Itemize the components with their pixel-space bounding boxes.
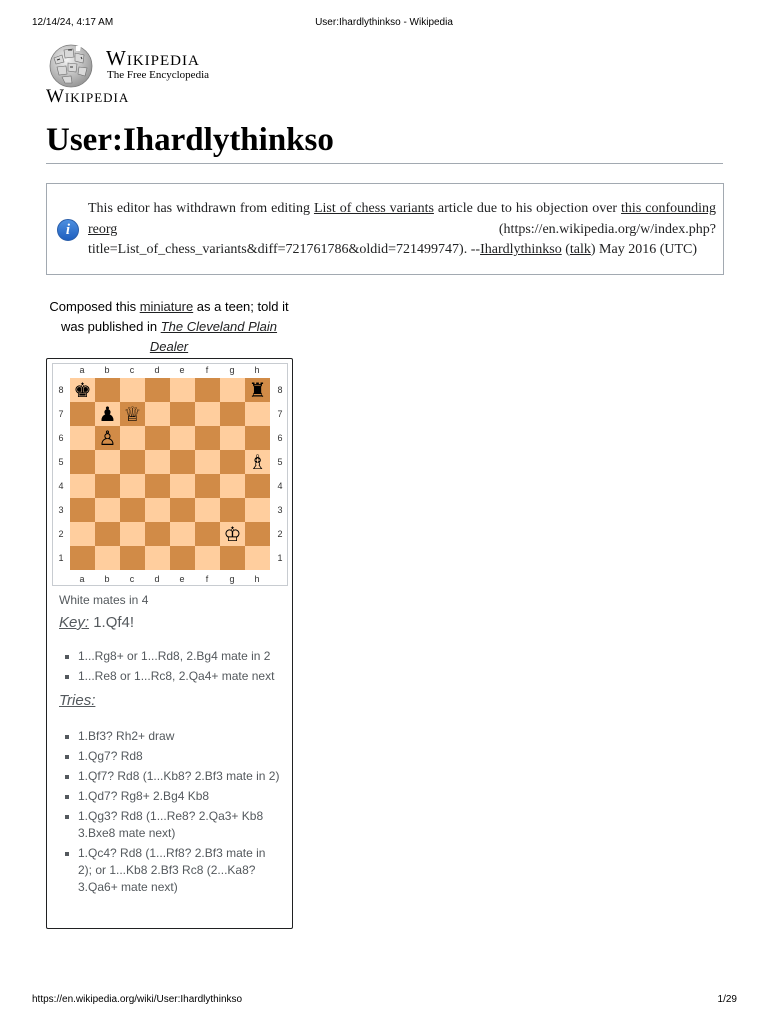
square-a2 [70, 522, 95, 546]
square-f3 [195, 498, 220, 522]
board-grid [70, 378, 270, 570]
notice-text-part: (https://en.wikipedia.org/w/index.php?title=List_of_chess_variants&diff=721761786&oldid=721499747). -- [88, 221, 716, 257]
chess-diagram-caption [46, 297, 292, 357]
square-g8 [220, 378, 245, 402]
square-e3 [170, 498, 195, 522]
wikipedia-wordmark[interactable]: Wikipedia [106, 46, 200, 70]
square-d1 [145, 546, 170, 570]
file-label: b [104, 574, 110, 584]
link-cleveland-plain-dealer[interactable] [150, 319, 277, 354]
problem-stipulation: White mates in 4 [59, 593, 149, 607]
rank-label: 3 [277, 505, 283, 515]
square-g5 [220, 450, 245, 474]
square-c1 [120, 546, 145, 570]
notice-text-part: ) May 2016 (UTC) [590, 242, 698, 257]
link-talk[interactable]: talk [569, 242, 591, 257]
list-item: 1.Bf3? Rh2+ draw [59, 728, 281, 745]
square-h7 [245, 402, 270, 426]
square-d4 [145, 474, 170, 498]
black-rook-icon: ♜ [248, 378, 267, 402]
square-e5 [170, 450, 195, 474]
square-d3 [145, 498, 170, 522]
key-move: 1.Qf4! [93, 614, 135, 631]
wikipedia-wordmark-secondary[interactable]: Wikipedia [46, 86, 130, 107]
white-bishop-icon: ♗ [248, 450, 267, 474]
square-h2 [245, 522, 270, 546]
wikipedia-globe-icon[interactable] [45, 43, 97, 88]
rank-label: 1 [277, 553, 283, 563]
rank-label: 7 [58, 409, 64, 419]
square-b1 [95, 546, 120, 570]
rank-label: 4 [58, 481, 64, 491]
rank-label: 2 [277, 529, 283, 539]
file-label: c [129, 365, 135, 375]
square-f8 [195, 378, 220, 402]
square-c4 [120, 474, 145, 498]
list-item: 1...Re8 or 1...Rc8, 2.Qa4+ mate next [59, 668, 281, 685]
file-label: d [154, 574, 160, 584]
rank-label: 1 [58, 553, 64, 563]
square-c5 [120, 450, 145, 474]
page-title: User:Ihardlythinkso [46, 120, 723, 164]
square-h4 [245, 474, 270, 498]
link-user-ihardlythinkso[interactable]: Ihardlythinkso [480, 242, 562, 257]
square-c6 [120, 426, 145, 450]
file-label: f [205, 574, 209, 584]
square-b8 [95, 378, 120, 402]
square-d8 [145, 378, 170, 402]
print-footer [0, 994, 768, 1008]
rank-label: 8 [277, 385, 283, 395]
list-item: 1.Qg7? Rd8 [59, 748, 281, 765]
square-g1 [220, 546, 245, 570]
square-d2 [145, 522, 170, 546]
white-pawn-icon: ♙ [98, 426, 117, 450]
square-b2 [95, 522, 120, 546]
white-king-icon: ♔ [223, 522, 242, 546]
rank-label: 2 [58, 529, 64, 539]
file-label: g [229, 365, 235, 375]
square-g7 [220, 402, 245, 426]
square-a7 [70, 402, 95, 426]
chess-board [52, 363, 288, 586]
square-a4 [70, 474, 95, 498]
file-label: d [154, 365, 160, 375]
file-label: g [229, 574, 235, 584]
rank-label: 5 [58, 457, 64, 467]
withdrawal-notice [46, 183, 724, 275]
square-a1 [70, 546, 95, 570]
list-item: 1.Qc4? Rd8 (1...Rf8? 2.Bf3 mate in 2); or 1...Kb8 2.Bf3 Rc8 (2...Ka8? 3.Qa6+ mate next) [59, 845, 281, 896]
square-e4 [170, 474, 195, 498]
list-item: 1.Qf7? Rd8 (1...Kb8? 2.Bf3 mate in 2) [59, 768, 281, 785]
square-c8 [120, 378, 145, 402]
black-king-icon: ♚ [73, 378, 92, 402]
square-f7 [195, 402, 220, 426]
notice-text-part: article due to his objection over [433, 201, 622, 216]
file-label: h [254, 365, 260, 375]
white-queen-icon: ♕ [123, 402, 142, 426]
square-g4 [220, 474, 245, 498]
square-g3 [220, 498, 245, 522]
caption-text-part: Composed this [49, 299, 140, 314]
square-a3 [70, 498, 95, 522]
info-icon: i [57, 219, 79, 241]
rank-label: 8 [58, 385, 64, 395]
square-b5 [95, 450, 120, 474]
square-b4 [95, 474, 120, 498]
key-line [59, 613, 134, 633]
square-e8 [170, 378, 195, 402]
publication-name: The Cleveland Plain Dealer [149, 319, 278, 354]
rank-label: 6 [277, 433, 283, 443]
file-label: a [79, 574, 85, 584]
square-f2 [195, 522, 220, 546]
file-label: a [79, 365, 85, 375]
square-b3 [95, 498, 120, 522]
print-doc-title: User:Ihardlythinkso - Wikipedia [315, 17, 453, 28]
square-f6 [195, 426, 220, 450]
rank-label: 7 [277, 409, 283, 419]
rank-label: 5 [277, 457, 283, 467]
notice-text [88, 199, 716, 261]
square-f5 [195, 450, 220, 474]
square-d6 [145, 426, 170, 450]
notice-text-part: This editor has withdrawn from editing [88, 201, 314, 216]
square-g6 [220, 426, 245, 450]
square-a5 [70, 450, 95, 474]
tries-label-link[interactable]: Tries: [59, 692, 96, 709]
print-page-number: 1/29 [717, 994, 737, 1005]
list-item: 1.Qg3? Rd8 (1...Re8? 2.Qa3+ Kb8 3.Bxe8 mate next) [59, 808, 281, 842]
print-header [0, 17, 768, 31]
file-label: e [179, 365, 185, 375]
square-h6 [245, 426, 270, 450]
link-list-of-chess-variants[interactable]: List of chess variants [313, 201, 434, 216]
square-h1 [245, 546, 270, 570]
list-item: 1.Qd7? Rg8+ 2.Bg4 Kb8 [59, 788, 281, 805]
square-f1 [195, 546, 220, 570]
square-e7 [170, 402, 195, 426]
square-d5 [145, 450, 170, 474]
square-a6 [70, 426, 95, 450]
link-miniature[interactable]: miniature [139, 299, 194, 314]
file-label: h [254, 574, 260, 584]
square-e1 [170, 546, 195, 570]
key-variations-list [59, 648, 281, 688]
key-label-link[interactable]: Key: [59, 614, 90, 631]
square-c3 [120, 498, 145, 522]
file-label: b [104, 365, 110, 375]
notice-text-part: ( [561, 242, 570, 257]
square-d7 [145, 402, 170, 426]
square-e2 [170, 522, 195, 546]
tries-list [59, 728, 281, 899]
file-label: c [129, 574, 135, 584]
black-pawn-icon: ♟ [98, 402, 117, 426]
square-e6 [170, 426, 195, 450]
rank-label: 6 [58, 433, 64, 443]
chess-problem-box [46, 358, 293, 929]
square-f4 [195, 474, 220, 498]
list-item: 1...Rg8+ or 1...Rd8, 2.Bg4 mate in 2 [59, 648, 281, 665]
caption-text-part: as a teen; told it was published in [60, 299, 289, 334]
rank-label: 3 [58, 505, 64, 515]
link-confounding-reorg[interactable]: this confounding reorg [88, 201, 717, 237]
wikipedia-tagline: The Free Encyclopedia [107, 69, 210, 81]
rank-label: 4 [277, 481, 283, 491]
square-h3 [245, 498, 270, 522]
square-c2 [120, 522, 145, 546]
print-datetime: 12/14/24, 4:17 AM [32, 17, 114, 28]
print-url: https://en.wikipedia.org/wiki/User:Ihardlythinkso [32, 994, 243, 1005]
file-label: f [205, 365, 209, 375]
file-label: e [179, 574, 185, 584]
